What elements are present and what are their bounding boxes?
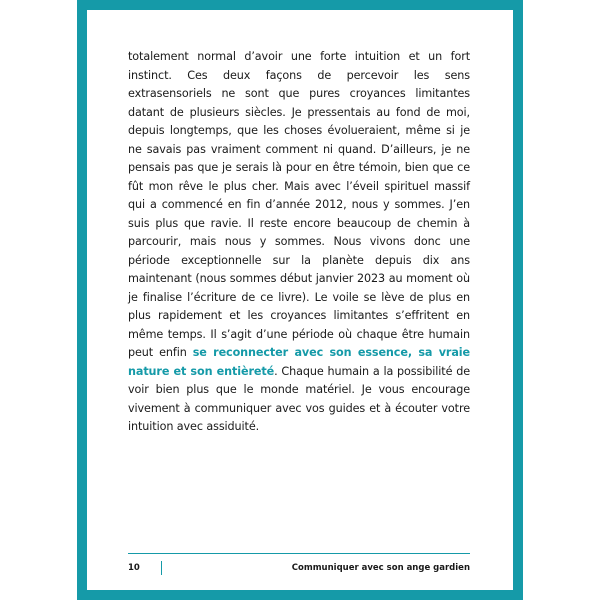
page-border-left	[77, 0, 87, 600]
body-paragraph	[128, 48, 470, 437]
page-footer	[128, 563, 470, 579]
page-border-right	[513, 0, 523, 600]
page-border-bottom	[77, 590, 523, 600]
running-title: Communiquer avec son ange gardien	[291, 563, 470, 573]
emphasized-phrase: se reconnecter avec son essence, sa vraie nature et son entièreté	[128, 346, 470, 378]
page-number: 10	[128, 563, 140, 573]
book-page	[77, 0, 523, 600]
body-text	[128, 48, 470, 437]
page-border-top	[77, 0, 523, 10]
body-text-before: totalement normal d’avoir une forte intuition et un fort instinct. Ces deux façons de percevoir les sens extrasensoriels ne sont que pures croyances limitantes datant de plusieurs siècles. Je pressentais au fond de moi, depuis longtemps, que les choses évolueraient, même si je ne savais pas vraiment comment ni quand. D’ailleurs, je ne pensais pas que je serais là pour en être témoin, bien que ce fût mon rêve le plus cher. Mais avec l’éveil spirituel massif qui a commencé en fin d’année 2012, nous y sommes. J’en suis plus que ravie. Il reste encore beaucoup de chemin à parcourir, mais nous y sommes. Nous vivons donc une période exceptionnelle sur la planète depuis dix ans maintenant (nous sommes début janvier 2023 au moment où je finalise l’écriture de ce livre). Le voile se lève de plus en plus rapidement et les croyances limitantes s’effritent en même temps. Il s’agit d’une période où chaque être humain peut enfin	[128, 50, 470, 359]
body-text-after: . Chaque humain a la possibilité de voir bien plus que le monde matériel. Je vous encourage vivement à communiquer avec vos guides et à écouter votre intuition avec assiduité.	[128, 364, 470, 433]
footer-divider	[128, 553, 470, 554]
footer-separator	[161, 561, 162, 575]
